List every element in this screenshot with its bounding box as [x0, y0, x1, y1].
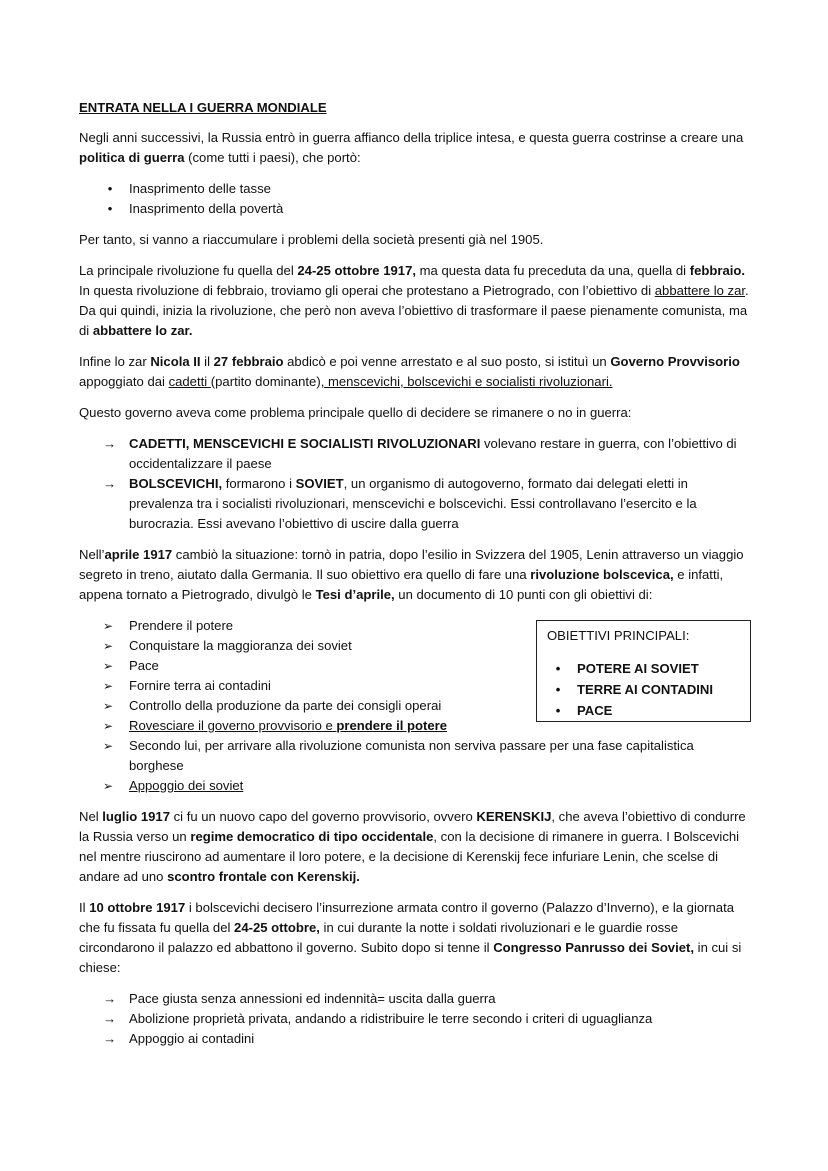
list-item — [547, 658, 740, 679]
text: formarono i — [222, 476, 296, 491]
list-item-text: Appoggio ai contadini — [129, 1031, 255, 1046]
arrow-icon: → — [103, 1011, 117, 1026]
underlined-text: Appoggio dei soviet — [129, 778, 244, 793]
paragraph-government-problem: Questo governo aveva come problema principale quello di decidere se rimanere o no in guerra: — [79, 405, 632, 420]
bold-text: febbraio. — [689, 263, 746, 278]
triangle-bullet-icon: ➢ — [103, 679, 114, 693]
bold-text: Governo Provvisorio — [610, 354, 740, 369]
bullet-icon: • — [107, 201, 113, 216]
text: Nell’ — [79, 547, 105, 562]
bold-text: BOLSCEVICHI, — [129, 476, 223, 491]
bold-text: Nicola II — [150, 354, 201, 369]
list-item — [79, 1029, 750, 1049]
bold-text: 24-25 ottobre 1917, — [297, 263, 416, 278]
section-title: ENTRATA NELLA I GUERRA MONDIALE — [79, 100, 327, 115]
bold-text: CADETTI, MENSCEVICHI E SOCIALISTI RIVOLUZIONARI — [129, 436, 481, 451]
paragraph-october — [79, 898, 750, 978]
list-item-text: Pace giusta senza annessioni ed indennità= uscita dalla guerra — [129, 991, 496, 1006]
bold-text: 24-25 ottobre, — [234, 920, 320, 935]
list-item — [79, 736, 739, 776]
text: cambiò la situazione: tornò in patria, dopo l’esilio in Svizzera del 1905, Lenin attraverso un viaggio segreto in treno, aiutato dalla Germania. Il suo obiettivo era quello di fare una — [79, 547, 744, 582]
text: Infine lo zar — [79, 354, 151, 369]
arrow-list-congress — [79, 989, 750, 1049]
text: in cui durante la notte i soldati rivoluzionari e le guardie rosse circondarono il palazzo ed abbattono il governo. Subito dopo si tenne il — [79, 920, 679, 955]
underlined-text: e — [321, 718, 337, 733]
bold-text: luglio 1917 — [102, 809, 170, 824]
text: ci fu un nuovo capo del governo provvisorio, ovvero — [169, 809, 477, 824]
list-item — [79, 434, 750, 474]
bold-text: KERENSKIJ — [476, 809, 552, 824]
text: . Da qui quindi, inizia la rivoluzione, che però non aveva l’obiettivo di trasformare il paese pienamente comunista, ma di — [79, 283, 749, 338]
triangle-bullet-icon: ➢ — [103, 619, 114, 633]
bold-text: SOVIET — [295, 476, 344, 491]
underlined-text: Rovesciare il governo provvisorio — [129, 718, 322, 733]
bold-text: politica di guerra — [79, 150, 185, 165]
arrow-icon: → — [103, 1031, 117, 1046]
paragraph-revolution — [79, 261, 750, 341]
list-item-text: Prendere il potere — [129, 618, 234, 633]
paragraph-july — [79, 807, 750, 887]
list-item-text: Abolizione proprietà privata, andando a ridistribuire le terre secondo i criteri di uguaglianza — [129, 1011, 653, 1026]
text: ma questa data fu preceduta da una, quella di — [416, 263, 690, 278]
list-item — [547, 679, 740, 700]
bold-text: aprile 1917 — [104, 547, 173, 562]
text: abdicò e poi venne arrestato e al suo posto, si istituì un — [283, 354, 611, 369]
list-item-text: Inasprimento delle tasse — [129, 181, 271, 196]
triangle-bullet-icon: ➢ — [103, 739, 114, 753]
list-item-text: Pace — [129, 658, 159, 673]
list-item-text: TERRE AI CONTADINI — [577, 682, 714, 697]
text: , che aveva l’obiettivo di condurre la Russia verso un — [79, 809, 746, 844]
underlined-text: cadetti — [168, 374, 211, 389]
bullet-icon: • — [107, 181, 113, 196]
list-item — [547, 700, 740, 721]
text: Nel — [79, 809, 103, 824]
underlined-text: , menscevichi, bolscevichi e socialisti rivoluzionari. — [320, 374, 613, 389]
bold-underlined-text: prendere il potere — [336, 718, 448, 733]
text: Il — [79, 900, 90, 915]
text: Negli anni successivi, la Russia entrò in guerra affianco della triplice intesa, e questa guerra costrinse a creare una — [79, 130, 744, 145]
list-item-text: Inasprimento della povertà — [129, 201, 284, 216]
bullet-icon: • — [555, 682, 561, 697]
text: in cui si chiese: — [79, 940, 742, 975]
bold-text: Tesi d’aprile, — [315, 587, 395, 602]
list-item-text: Secondo lui, per arrivare alla rivoluzione comunista non serviva passare per una fase capitalistica borghese — [129, 738, 694, 773]
text: il — [200, 354, 214, 369]
list-item — [79, 179, 750, 199]
text: un documento di 10 punti con gli obiettivi di: — [394, 587, 653, 602]
list-item-text: POTERE AI SOVIET — [577, 661, 699, 676]
list-item — [79, 199, 750, 219]
list-item-text: PACE — [577, 703, 613, 718]
text: appoggiato dai — [79, 374, 169, 389]
triangle-bullet-icon: ➢ — [103, 639, 114, 653]
bullet-icon: • — [555, 703, 561, 718]
bold-text: rivoluzione bolscevica, — [530, 567, 674, 582]
arrow-list-parties — [79, 434, 750, 534]
objectives-list — [547, 658, 740, 721]
bold-text: abbattere lo zar. — [92, 323, 193, 338]
list-item-text: Controllo della produzione da parte dei consigli operai — [129, 698, 442, 713]
text: La principale rivoluzione fu quella del — [79, 263, 298, 278]
bold-text: 10 ottobre 1917 — [89, 900, 186, 915]
paragraph-problems: Per tanto, si vanno a riaccumulare i problemi della società presenti già nel 1905. — [79, 232, 544, 247]
main-objectives-box — [536, 620, 751, 722]
bullet-icon: • — [555, 661, 561, 676]
text: , un organismo di autogoverno, formato dai delegati eletti in prevalenza tra i socialisti rivoluzionari, menscevichi e bolscevichi. Essi controllavano l’esercito e la burocrazia. Essi avevano l’obiettivo di uscire dalla guerra — [129, 476, 697, 531]
bold-text: scontro frontale con Kerenskij. — [167, 869, 360, 884]
arrow-icon: → — [103, 476, 117, 491]
text: , con la decisione di rimanere in guerra. I Bolscevichi nel mentre riuscirono ad aumentare il loro potere, e la decisione di Kerenskij fece infuriare Lenin, che scelse di andare ad uno — [79, 829, 740, 884]
list-item-text: Fornire terra ai contadini — [129, 678, 271, 693]
paragraph-intro — [79, 128, 750, 168]
triangle-bullet-icon: ➢ — [103, 719, 114, 733]
bold-text: Congresso Panrusso dei Soviet, — [493, 940, 695, 955]
bold-text: 27 febbraio — [213, 354, 284, 369]
underlined-text: abbattere lo zar — [654, 283, 746, 298]
list-item-text: Conquistare la maggioranza dei soviet — [129, 638, 352, 653]
triangle-bullet-icon: ➢ — [103, 779, 114, 793]
list-item — [79, 776, 739, 796]
paragraph-abdication — [79, 352, 750, 392]
box-title: OBIETTIVI PRINCIPALI: — [547, 628, 690, 643]
bold-text: regime democratico di tipo occidentale — [190, 829, 434, 844]
text: (partito dominante) — [210, 374, 321, 389]
triangle-bullet-icon: ➢ — [103, 699, 114, 713]
list-item — [79, 989, 750, 1009]
list-item — [79, 474, 750, 534]
list-item — [79, 1009, 750, 1029]
text: i bolscevichi decisero l’insurrezione armata contro il governo (Palazzo d’Inverno), e la giornata che fu fissata fu quella del — [79, 900, 735, 935]
triangle-bullet-icon: ➢ — [103, 659, 114, 673]
arrow-icon: → — [103, 436, 117, 451]
paragraph-april — [79, 545, 750, 605]
arrow-icon: → — [103, 991, 117, 1006]
text: e infatti, appena tornato a Pietrogrado, divulgò le — [79, 567, 724, 602]
bullet-list-effects — [79, 179, 750, 219]
text: (come tutti i paesi), che portò: — [184, 150, 361, 165]
tesi-section — [79, 616, 750, 796]
text: In questa rivoluzione di febbraio, troviamo gli operai che protestano a Pietrogrado, con l’obiettivo di — [79, 283, 655, 298]
text: volevano restare in guerra, con l’obiettivo di occidentalizzare il paese — [129, 436, 737, 471]
